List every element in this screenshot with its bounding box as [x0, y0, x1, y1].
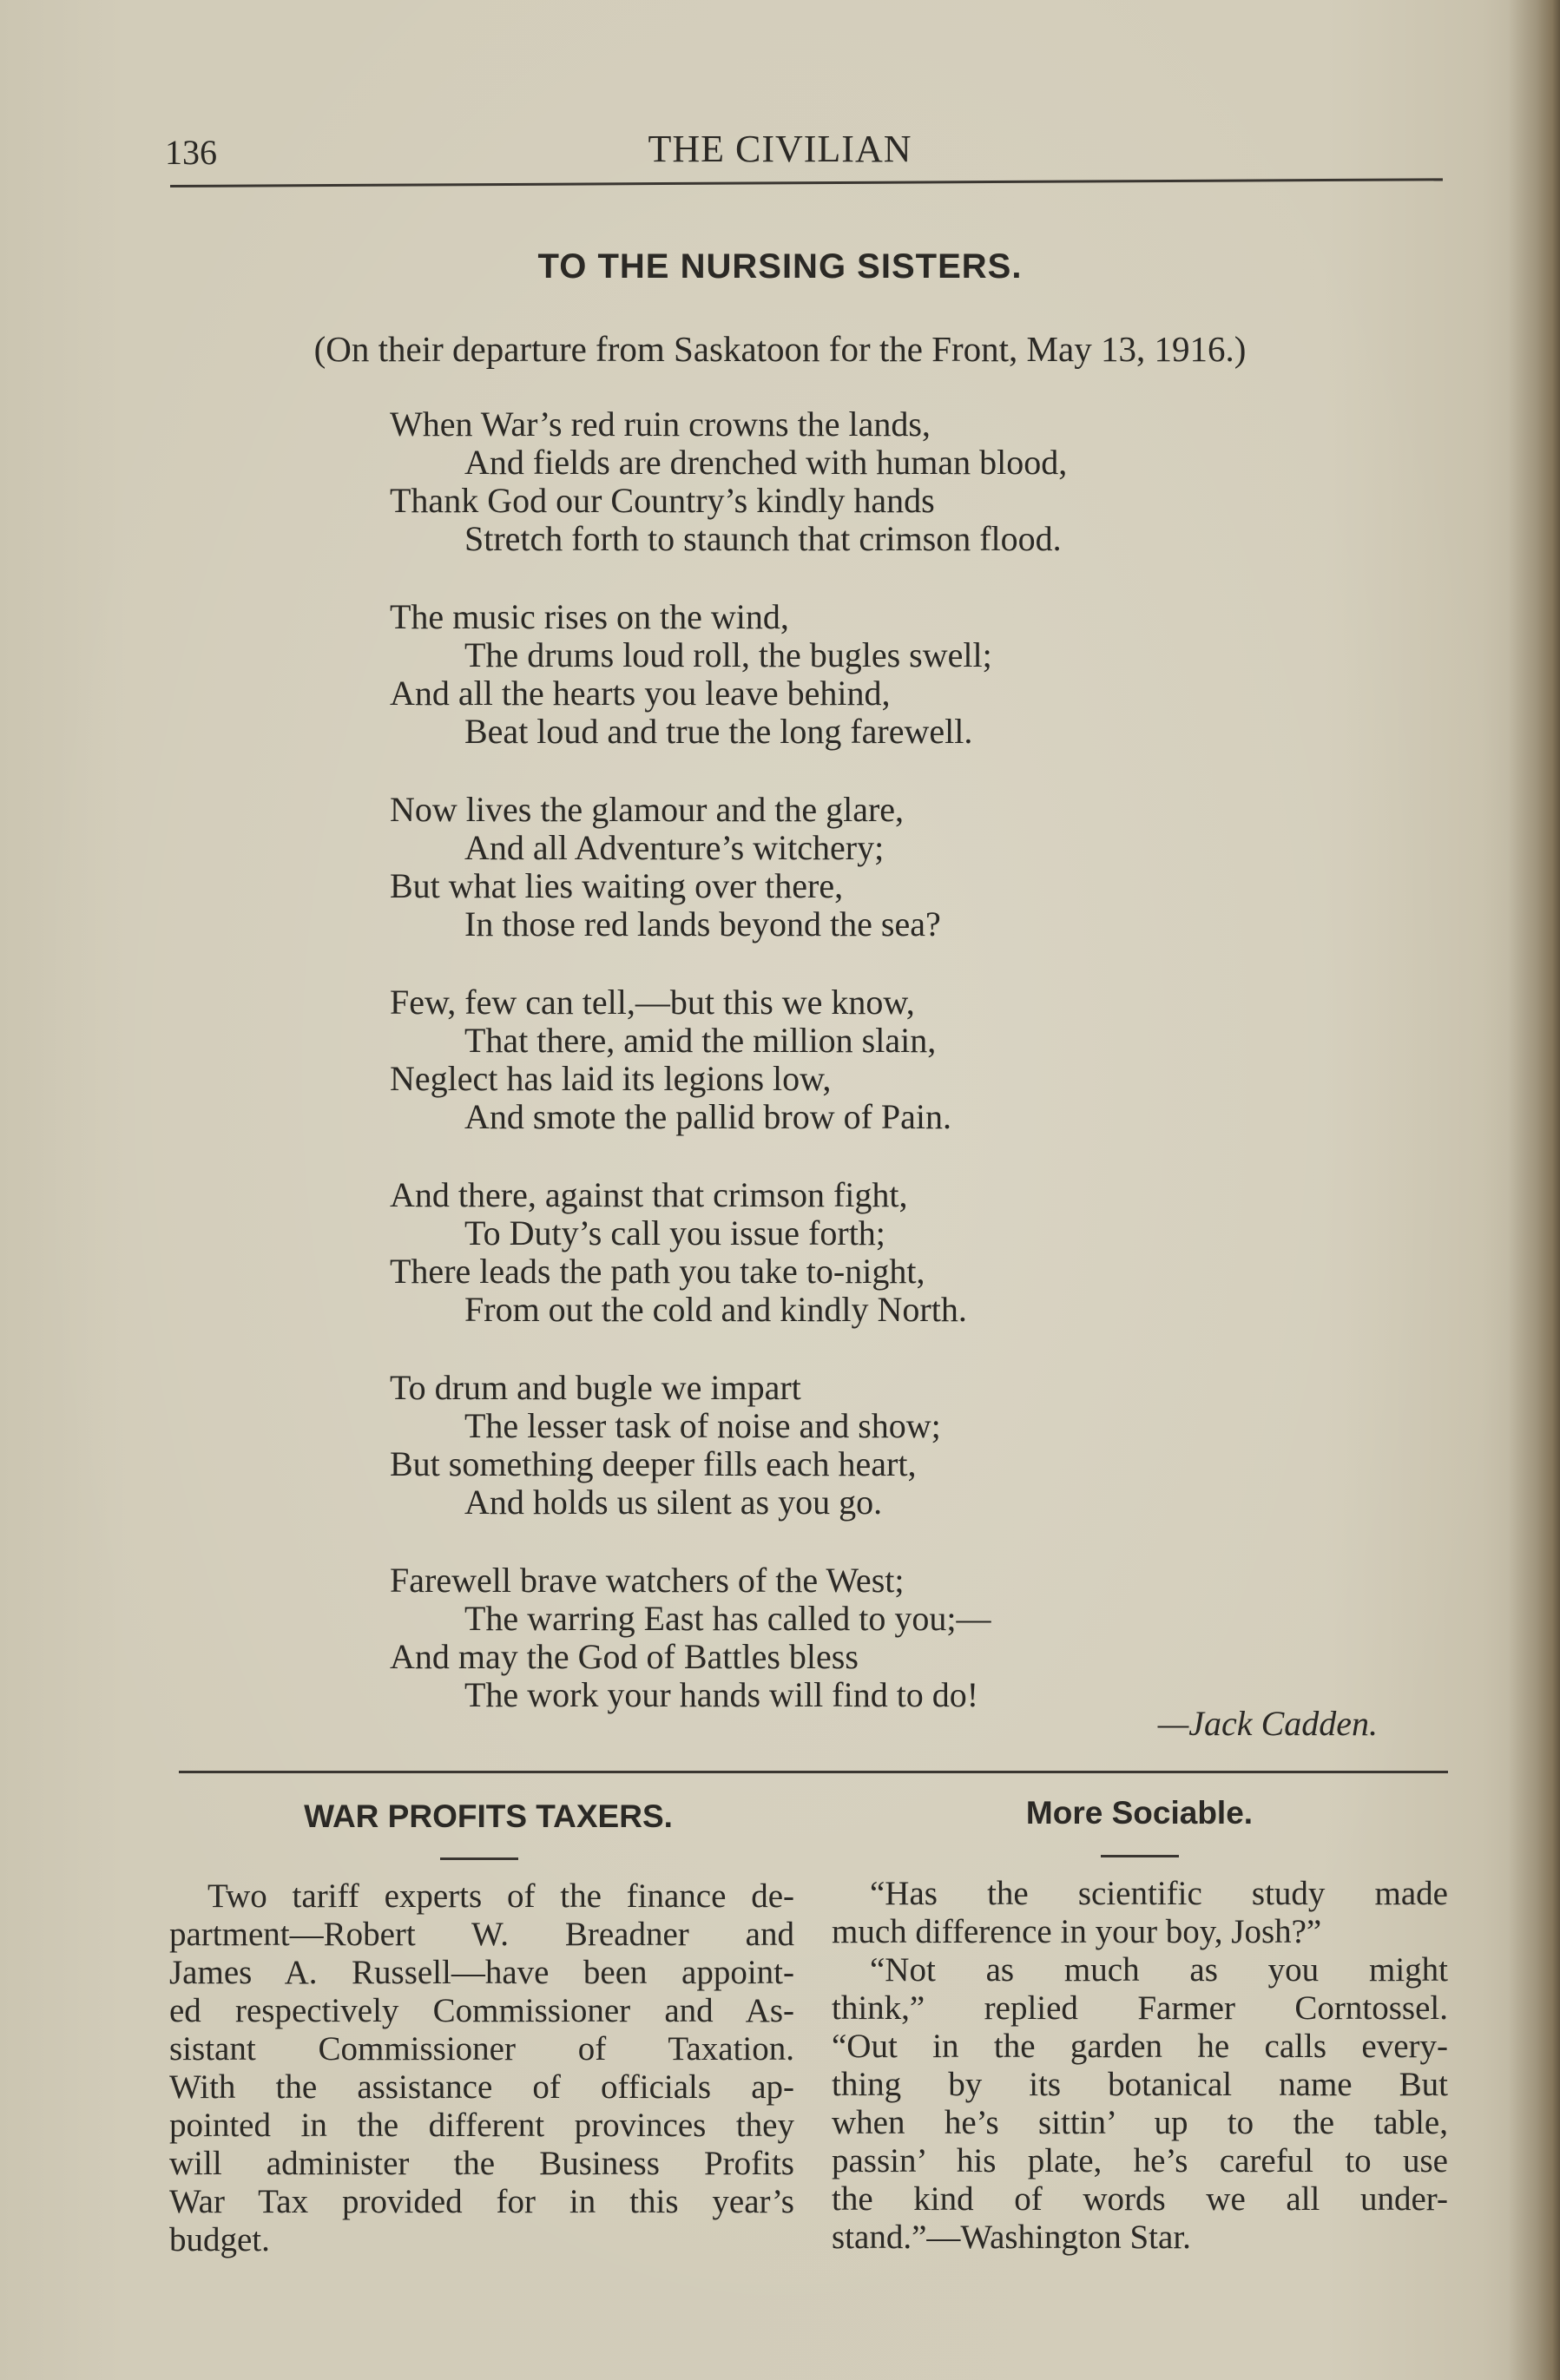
poem-line: Beat loud and true the long farewell. — [464, 712, 973, 751]
article-line: when he’s sittin’ up to the table, — [832, 2104, 1448, 2141]
poem-line: And may the God of Battles bless — [390, 1637, 859, 1676]
poem-subtitle: (On their departure from Saskatoon for the Front, May 13, 1916.) — [313, 329, 1247, 369]
article-line: “Out in the garden he calls every- — [832, 2028, 1448, 2065]
stanza — [390, 983, 1067, 1136]
poem-line: The work your hands will find to do! — [464, 1675, 979, 1714]
article-line: ed respectively Commissioner and As- — [169, 1992, 794, 2029]
article-line: partment—Robert W. Breadner and — [169, 1916, 794, 1953]
poem-attribution: —Jack Cadden. — [1157, 1704, 1378, 1743]
poem-line: And smote the pallid brow of Pain. — [464, 1097, 952, 1136]
article-line: War Tax provided for in this year’s — [169, 2183, 794, 2220]
poem-line: From out the cold and kindly North. — [464, 1290, 967, 1329]
poem-line: When War’s red ruin crowns the lands, — [390, 404, 931, 444]
header-rule — [170, 178, 1443, 187]
left-article-body — [169, 1877, 794, 2259]
poem-line: Stretch forth to staunch that crimson flood. — [464, 519, 1062, 558]
article-line: the kind of words we all under- — [832, 2180, 1448, 2218]
poem-line: But what lies waiting over there, — [390, 866, 844, 905]
article-line: will administer the Business Profits — [169, 2145, 794, 2182]
article-line: much difference in your boy, Josh?” — [832, 1913, 1322, 1950]
running-head: THE CIVILIAN — [648, 128, 912, 170]
poem-line: In those red lands beyond the sea? — [464, 904, 941, 943]
article-line: stand.”—Washington Star. — [832, 2219, 1191, 2256]
poem-line: Few, few can tell,—but this we know, — [390, 983, 915, 1022]
article-line: think,” replied Farmer Corntossel. — [832, 1989, 1448, 2027]
poem-line: To drum and bugle we impart — [390, 1368, 801, 1407]
article-line: passin’ his plate, he’s careful to use — [832, 2142, 1448, 2179]
poem-line: Farewell brave watchers of the West; — [390, 1561, 905, 1600]
poem-line: And there, against that crimson fight, — [390, 1175, 908, 1214]
section-rule — [179, 1771, 1448, 1773]
poem-body — [390, 405, 1067, 1754]
article-line: James A. Russell—have been appoint- — [169, 1954, 794, 1991]
left-title-rule — [440, 1857, 518, 1860]
stanza — [390, 1369, 1067, 1522]
poem-line: Neglect has laid its legions low, — [390, 1059, 832, 1098]
stanza — [390, 405, 1067, 558]
stanza — [390, 1561, 1067, 1714]
poem-line: The drums loud roll, the bugles swell; — [464, 635, 992, 674]
poem-line: And all the hearts you leave behind, — [390, 674, 891, 713]
article-line: “Not as much as you might — [870, 1951, 1448, 1989]
article-line: pointed in the different provinces they — [169, 2107, 794, 2144]
poem-line: Thank God our Country’s kindly hands — [390, 481, 935, 520]
right-article-body — [832, 1875, 1448, 2257]
poem-line: And holds us silent as you go. — [464, 1483, 883, 1522]
poem-line: And all Adventure’s witchery; — [464, 828, 885, 867]
poem-line: To Duty’s call you issue forth; — [464, 1213, 885, 1252]
poem-line: That there, amid the million slain, — [464, 1021, 937, 1060]
poem-line: The music rises on the wind, — [390, 597, 789, 636]
stanza — [390, 598, 1067, 751]
poem-line: There leads the path you take to-night, — [390, 1252, 925, 1291]
stanza — [390, 1176, 1067, 1329]
article-line: thing by its botanical name But — [832, 2066, 1448, 2103]
poem-title: TO THE NURSING SISTERS. — [537, 247, 1023, 286]
article-line: sistant Commissioner of Taxation. — [169, 2030, 794, 2068]
article-line: Two tariff experts of the finance de- — [207, 1877, 794, 1915]
page-number: 136 — [165, 133, 217, 172]
article-line: With the assistance of officials ap- — [169, 2068, 794, 2106]
right-title-rule — [1101, 1855, 1179, 1857]
poem-line: Now lives the glamour and the glare, — [390, 790, 905, 829]
poem-line: The lesser task of noise and show; — [464, 1406, 941, 1445]
stanza — [390, 791, 1067, 943]
left-article-title: WAR PROFITS TAXERS. — [304, 1798, 673, 1834]
poem-line: But something deeper fills each heart, — [390, 1444, 917, 1483]
poem-line: The warring East has called to you;— — [464, 1599, 991, 1638]
right-article-title: More Sociable. — [1025, 1795, 1254, 1831]
poem-line: And fields are drenched with human blood, — [464, 443, 1068, 482]
article-line: budget. — [169, 2221, 270, 2258]
article-line: “Has the scientific study made — [870, 1875, 1448, 1912]
